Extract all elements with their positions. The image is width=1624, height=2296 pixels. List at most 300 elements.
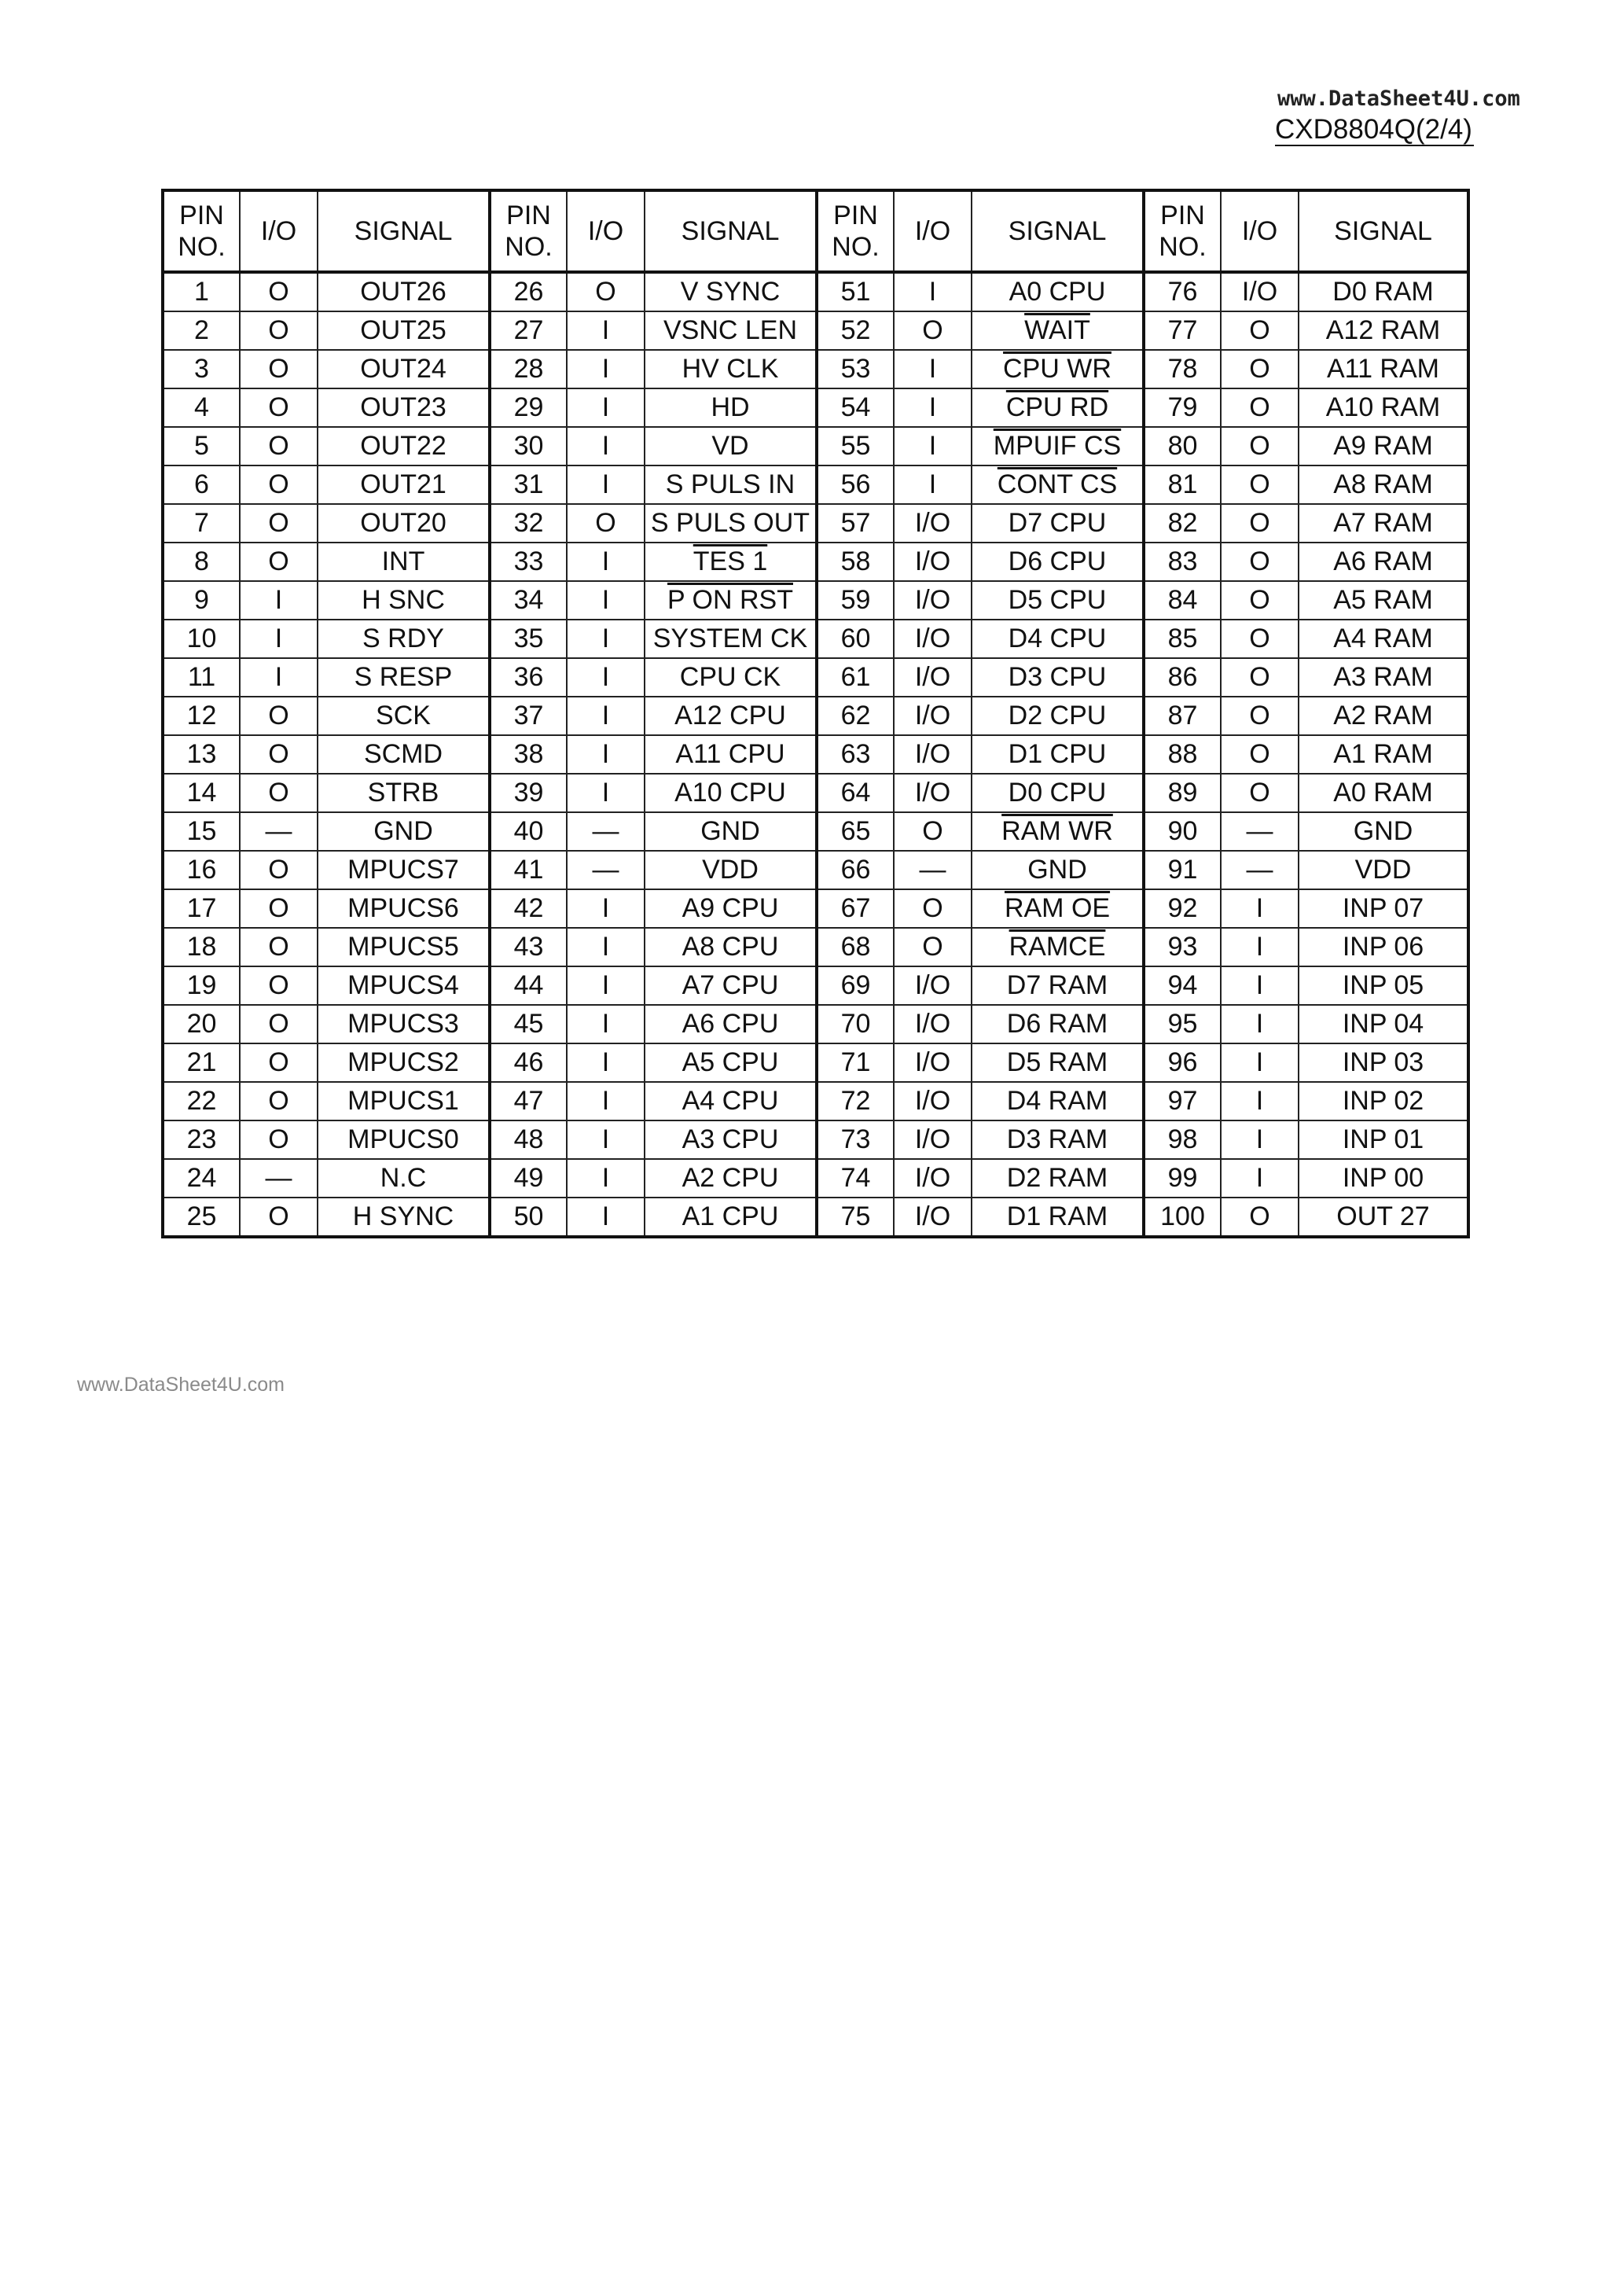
pin-number-cell: 95 (1144, 1005, 1221, 1043)
signal-cell (1299, 735, 1468, 774)
pin-number-cell: 10 (163, 620, 240, 658)
io-cell: I/O (894, 658, 972, 697)
signal-cell (318, 966, 490, 1005)
signal-cell (645, 1198, 817, 1237)
signal-cell (972, 928, 1144, 966)
signal-name: MPUCS2 (347, 1047, 459, 1077)
signal-cell (645, 388, 817, 427)
pin-number-cell: 55 (817, 427, 894, 465)
table-row (163, 504, 1468, 543)
io-cell: I (1221, 928, 1299, 966)
signal-cell (645, 889, 817, 928)
signal-name: CPU CK (679, 662, 781, 692)
io-cell: O (1221, 658, 1299, 697)
io-cell: I (567, 774, 645, 812)
io-cell: I (567, 311, 645, 350)
io-cell: O (1221, 581, 1299, 620)
header-pin-no (817, 190, 894, 272)
pin-number-cell: 89 (1144, 774, 1221, 812)
signal-cell (1299, 812, 1468, 851)
document-id: CXD8804Q(2/4) (1275, 114, 1472, 145)
io-cell: O (1221, 311, 1299, 350)
pin-number-cell: 68 (817, 928, 894, 966)
header-signal: SIGNAL (1299, 190, 1468, 272)
pin-number-cell: 4 (163, 388, 240, 427)
io-cell: I/O (894, 1082, 972, 1120)
table-row (163, 658, 1468, 697)
table-row (163, 465, 1468, 504)
io-cell: I/O (894, 1043, 972, 1082)
signal-cell (1299, 1159, 1468, 1198)
pin-number-cell: 36 (490, 658, 567, 697)
signal-cell (972, 658, 1144, 697)
pin-number-cell: 42 (490, 889, 567, 928)
signal-name: D1 CPU (1008, 739, 1107, 769)
signal-cell (972, 1005, 1144, 1043)
signal-cell (645, 697, 817, 735)
io-cell: I (567, 350, 645, 388)
header-signal: SIGNAL (972, 190, 1144, 272)
pin-number-cell: 44 (490, 966, 567, 1005)
pin-number-cell: 25 (163, 1198, 240, 1237)
header-signal: SIGNAL (318, 190, 490, 272)
signal-cell (318, 851, 490, 889)
pin-number-cell: 34 (490, 581, 567, 620)
io-cell: O (1221, 388, 1299, 427)
signal-cell (972, 388, 1144, 427)
io-cell: I/O (894, 735, 972, 774)
signal-cell (1299, 581, 1468, 620)
io-cell: I (894, 465, 972, 504)
signal-name-active-low: WAIT (1024, 315, 1090, 345)
io-cell: I (1221, 966, 1299, 1005)
signal-name-active-low: RAM WR (1001, 816, 1113, 846)
signal-cell (318, 620, 490, 658)
signal-cell (318, 812, 490, 851)
io-cell: O (1221, 543, 1299, 581)
io-cell: I (567, 889, 645, 928)
table-row (163, 620, 1468, 658)
signal-cell (972, 1198, 1144, 1237)
signal-cell (1299, 504, 1468, 543)
signal-name: A9 CPU (682, 893, 779, 923)
signal-cell (645, 465, 817, 504)
io-cell: I (567, 1082, 645, 1120)
signal-name: D5 CPU (1008, 585, 1107, 615)
io-cell: I (894, 427, 972, 465)
signal-name: A0 RAM (1333, 778, 1433, 808)
signal-cell (318, 1159, 490, 1198)
signal-cell (972, 735, 1144, 774)
signal-name: S RESP (354, 662, 453, 692)
signal-cell (318, 504, 490, 543)
signal-name: INP 00 (1342, 1163, 1424, 1193)
signal-cell (645, 620, 817, 658)
pin-number-cell: 69 (817, 966, 894, 1005)
header-pin-line1: PIN (1160, 201, 1205, 230)
signal-cell (972, 812, 1144, 851)
signal-name: INP 05 (1342, 970, 1424, 1000)
io-cell: O (1221, 735, 1299, 774)
signal-name: D1 RAM (1006, 1201, 1108, 1231)
signal-cell (645, 311, 817, 350)
signal-cell (318, 1198, 490, 1237)
pin-number-cell: 97 (1144, 1082, 1221, 1120)
io-cell: I (567, 1159, 645, 1198)
pin-number-cell: 81 (1144, 465, 1221, 504)
pin-number-cell: 50 (490, 1198, 567, 1237)
signal-name: STRB (367, 778, 439, 808)
pin-number-cell: 2 (163, 311, 240, 350)
signal-name: A7 CPU (682, 970, 779, 1000)
io-cell: I (240, 658, 318, 697)
pin-number-cell: 21 (163, 1043, 240, 1082)
pin-number-cell: 94 (1144, 966, 1221, 1005)
signal-name: A4 RAM (1333, 624, 1433, 653)
signal-cell (972, 350, 1144, 388)
io-cell: I (567, 697, 645, 735)
io-cell: I (567, 928, 645, 966)
signal-name: GND (1353, 816, 1413, 846)
signal-name: V SYNC (680, 277, 781, 307)
io-cell: I (240, 620, 318, 658)
pin-number-cell: 47 (490, 1082, 567, 1120)
pin-number-cell: 98 (1144, 1120, 1221, 1159)
signal-name: HV CLK (682, 354, 779, 384)
signal-name: H SNC (362, 585, 445, 615)
io-cell: I (567, 1198, 645, 1237)
signal-cell (972, 1082, 1144, 1120)
signal-name: D3 CPU (1008, 662, 1107, 692)
signal-name: D2 CPU (1008, 701, 1107, 730)
io-cell: I/O (894, 697, 972, 735)
pin-number-cell: 26 (490, 272, 567, 311)
signal-cell (1299, 774, 1468, 812)
io-cell: O (1221, 697, 1299, 735)
signal-name: A4 CPU (682, 1086, 779, 1116)
header-io: I/O (240, 190, 318, 272)
signal-name: A11 CPU (675, 739, 785, 769)
pin-number-cell: 84 (1144, 581, 1221, 620)
signal-cell (1299, 311, 1468, 350)
signal-name: A1 RAM (1333, 739, 1433, 769)
io-cell: O (894, 928, 972, 966)
signal-cell (645, 1120, 817, 1159)
io-cell: I (894, 272, 972, 311)
signal-name: D7 RAM (1006, 970, 1108, 1000)
table-body (163, 272, 1468, 1237)
signal-cell (318, 697, 490, 735)
signal-cell (972, 1043, 1144, 1082)
signal-cell (318, 1082, 490, 1120)
table-row (163, 851, 1468, 889)
table-row (163, 1198, 1468, 1237)
io-cell: I (567, 543, 645, 581)
signal-cell (318, 1005, 490, 1043)
header-pin-line2: NO. (505, 232, 553, 262)
pin-number-cell: 93 (1144, 928, 1221, 966)
signal-name-active-low: CPU RD (1005, 392, 1109, 422)
io-cell: — (1221, 851, 1299, 889)
pin-number-cell: 23 (163, 1120, 240, 1159)
header-pin-line1: PIN (506, 201, 551, 230)
signal-name: A8 RAM (1333, 469, 1433, 499)
signal-cell (645, 928, 817, 966)
signal-name: MPUCS1 (347, 1086, 459, 1116)
io-cell: O (240, 889, 318, 928)
pin-number-cell: 83 (1144, 543, 1221, 581)
signal-name: OUT25 (360, 315, 446, 345)
io-cell: I (894, 388, 972, 427)
io-cell: O (240, 735, 318, 774)
signal-cell (1299, 658, 1468, 697)
signal-cell (972, 1159, 1144, 1198)
signal-cell (318, 427, 490, 465)
signal-cell (972, 889, 1144, 928)
signal-name: GND (1027, 855, 1087, 885)
signal-name: D4 CPU (1008, 624, 1107, 653)
signal-cell (1299, 620, 1468, 658)
signal-name: MPUCS5 (347, 932, 459, 962)
signal-name: HD (711, 392, 750, 422)
header-watermark: www.DataSheet4U.com (1277, 86, 1520, 111)
signal-name: OUT26 (360, 277, 446, 307)
table-row (163, 427, 1468, 465)
pin-number-cell: 51 (817, 272, 894, 311)
io-cell: O (240, 311, 318, 350)
header-pin-line1: PIN (833, 201, 878, 230)
pin-number-cell: 30 (490, 427, 567, 465)
io-cell: I/O (894, 581, 972, 620)
signal-cell (318, 889, 490, 928)
pin-number-cell: 18 (163, 928, 240, 966)
signal-name-active-low: P ON RST (667, 585, 793, 615)
io-cell: I (567, 465, 645, 504)
pin-number-cell: 77 (1144, 311, 1221, 350)
signal-cell (645, 851, 817, 889)
signal-name: A3 RAM (1333, 662, 1433, 692)
table-row (163, 697, 1468, 735)
pin-number-cell: 13 (163, 735, 240, 774)
io-cell: O (240, 966, 318, 1005)
io-cell: I (567, 388, 645, 427)
io-cell: O (1221, 465, 1299, 504)
table-row (163, 928, 1468, 966)
table-row (163, 543, 1468, 581)
pin-number-cell: 62 (817, 697, 894, 735)
signal-cell (972, 504, 1144, 543)
pin-number-cell: 90 (1144, 812, 1221, 851)
signal-cell (645, 1159, 817, 1198)
header-pin-line2: NO. (832, 232, 880, 262)
signal-name: OUT22 (360, 431, 446, 461)
header-pin-line1: PIN (179, 201, 224, 230)
signal-name: MPUCS6 (347, 893, 459, 923)
io-cell: — (240, 1159, 318, 1198)
io-cell: O (240, 1043, 318, 1082)
io-cell: O (240, 388, 318, 427)
io-cell: O (894, 311, 972, 350)
pin-number-cell: 86 (1144, 658, 1221, 697)
signal-cell (318, 388, 490, 427)
signal-cell (1299, 465, 1468, 504)
header-pin-no (490, 190, 567, 272)
signal-cell (1299, 272, 1468, 311)
pin-number-cell: 27 (490, 311, 567, 350)
pin-assignment-table (161, 189, 1470, 1238)
pin-number-cell: 61 (817, 658, 894, 697)
footer-watermark: www.DataSheet4U.com (77, 1374, 285, 1396)
signal-name: OUT24 (360, 354, 446, 384)
io-cell: — (567, 812, 645, 851)
signal-name: D3 RAM (1006, 1124, 1108, 1154)
io-cell: I/O (894, 1120, 972, 1159)
signal-name: VDD (1354, 855, 1412, 885)
table-row (163, 966, 1468, 1005)
table-row (163, 774, 1468, 812)
signal-cell (1299, 1043, 1468, 1082)
signal-name: A6 RAM (1333, 546, 1433, 576)
table-row (163, 1159, 1468, 1198)
pin-number-cell: 66 (817, 851, 894, 889)
pin-number-cell: 32 (490, 504, 567, 543)
signal-cell (318, 581, 490, 620)
signal-cell (645, 543, 817, 581)
io-cell: O (567, 272, 645, 311)
signal-cell (1299, 1082, 1468, 1120)
signal-name: INP 07 (1342, 893, 1424, 923)
pin-number-cell: 72 (817, 1082, 894, 1120)
io-cell: I/O (1221, 272, 1299, 311)
pin-number-cell: 99 (1144, 1159, 1221, 1198)
signal-name: D5 RAM (1006, 1047, 1108, 1077)
pin-number-cell: 67 (817, 889, 894, 928)
signal-name: SCK (376, 701, 431, 730)
signal-cell (972, 697, 1144, 735)
io-cell: I (1221, 889, 1299, 928)
io-cell: O (894, 812, 972, 851)
io-cell: O (240, 1120, 318, 1159)
header-pin-no (1144, 190, 1221, 272)
signal-cell (318, 350, 490, 388)
io-cell: I (567, 735, 645, 774)
table-row (163, 388, 1468, 427)
header-pin-line2: NO. (178, 232, 226, 262)
signal-cell (1299, 928, 1468, 966)
signal-cell (645, 350, 817, 388)
pin-number-cell: 96 (1144, 1043, 1221, 1082)
pin-number-cell: 52 (817, 311, 894, 350)
signal-name: VSNC LEN (663, 315, 798, 345)
pin-number-cell: 49 (490, 1159, 567, 1198)
signal-name: A1 CPU (682, 1201, 779, 1231)
io-cell: I (1221, 1005, 1299, 1043)
signal-cell (645, 812, 817, 851)
table-row (163, 272, 1468, 311)
signal-name: INP 03 (1342, 1047, 1424, 1077)
header-io: I/O (1221, 190, 1299, 272)
signal-cell (645, 504, 817, 543)
signal-name: D0 CPU (1008, 778, 1107, 808)
signal-cell (645, 1005, 817, 1043)
io-cell: O (240, 272, 318, 311)
pin-number-cell: 76 (1144, 272, 1221, 311)
signal-name: OUT21 (360, 469, 446, 499)
io-cell: O (894, 889, 972, 928)
signal-cell (972, 774, 1144, 812)
io-cell: I (567, 1043, 645, 1082)
signal-name: SCMD (363, 739, 443, 769)
signal-name: INT (381, 546, 425, 576)
signal-cell (972, 851, 1144, 889)
signal-cell (1299, 1120, 1468, 1159)
signal-name: D4 RAM (1006, 1086, 1108, 1116)
signal-cell (318, 658, 490, 697)
pin-number-cell: 45 (490, 1005, 567, 1043)
signal-name-active-low: CPU WR (1003, 354, 1111, 384)
signal-name: MPUCS0 (347, 1124, 459, 1154)
table-row (163, 1005, 1468, 1043)
pin-number-cell: 5 (163, 427, 240, 465)
signal-cell (1299, 1005, 1468, 1043)
pin-number-cell: 88 (1144, 735, 1221, 774)
pin-number-cell: 9 (163, 581, 240, 620)
header-pin-no (163, 190, 240, 272)
io-cell: I/O (894, 774, 972, 812)
signal-cell (1299, 851, 1468, 889)
signal-cell (645, 581, 817, 620)
signal-name-active-low: TES 1 (693, 546, 768, 576)
io-cell: O (240, 465, 318, 504)
signal-name: S PULS IN (665, 469, 795, 499)
signal-cell (645, 427, 817, 465)
io-cell: — (894, 851, 972, 889)
signal-cell (1299, 427, 1468, 465)
table-row (163, 1043, 1468, 1082)
signal-cell (972, 581, 1144, 620)
pin-number-cell: 16 (163, 851, 240, 889)
header-signal: SIGNAL (645, 190, 817, 272)
io-cell: I (567, 658, 645, 697)
io-cell: I (1221, 1120, 1299, 1159)
signal-cell (318, 928, 490, 966)
pin-number-cell: 74 (817, 1159, 894, 1198)
signal-name: A5 RAM (1333, 585, 1433, 615)
signal-cell (1299, 966, 1468, 1005)
signal-cell (318, 1043, 490, 1082)
signal-cell (645, 966, 817, 1005)
pin-number-cell: 8 (163, 543, 240, 581)
io-cell: O (240, 350, 318, 388)
table-row (163, 735, 1468, 774)
io-cell: O (240, 851, 318, 889)
signal-cell (1299, 350, 1468, 388)
signal-name: GND (700, 816, 760, 846)
pin-number-cell: 70 (817, 1005, 894, 1043)
pin-number-cell: 35 (490, 620, 567, 658)
table-row (163, 812, 1468, 851)
pin-number-cell: 54 (817, 388, 894, 427)
io-cell: O (1221, 620, 1299, 658)
signal-cell (645, 1082, 817, 1120)
signal-cell (1299, 543, 1468, 581)
signal-name: A11 RAM (1327, 354, 1439, 384)
io-cell: I/O (894, 966, 972, 1005)
io-cell: I/O (894, 620, 972, 658)
signal-name: A2 CPU (682, 1163, 779, 1193)
signal-name: A12 RAM (1325, 315, 1441, 345)
pin-number-cell: 56 (817, 465, 894, 504)
